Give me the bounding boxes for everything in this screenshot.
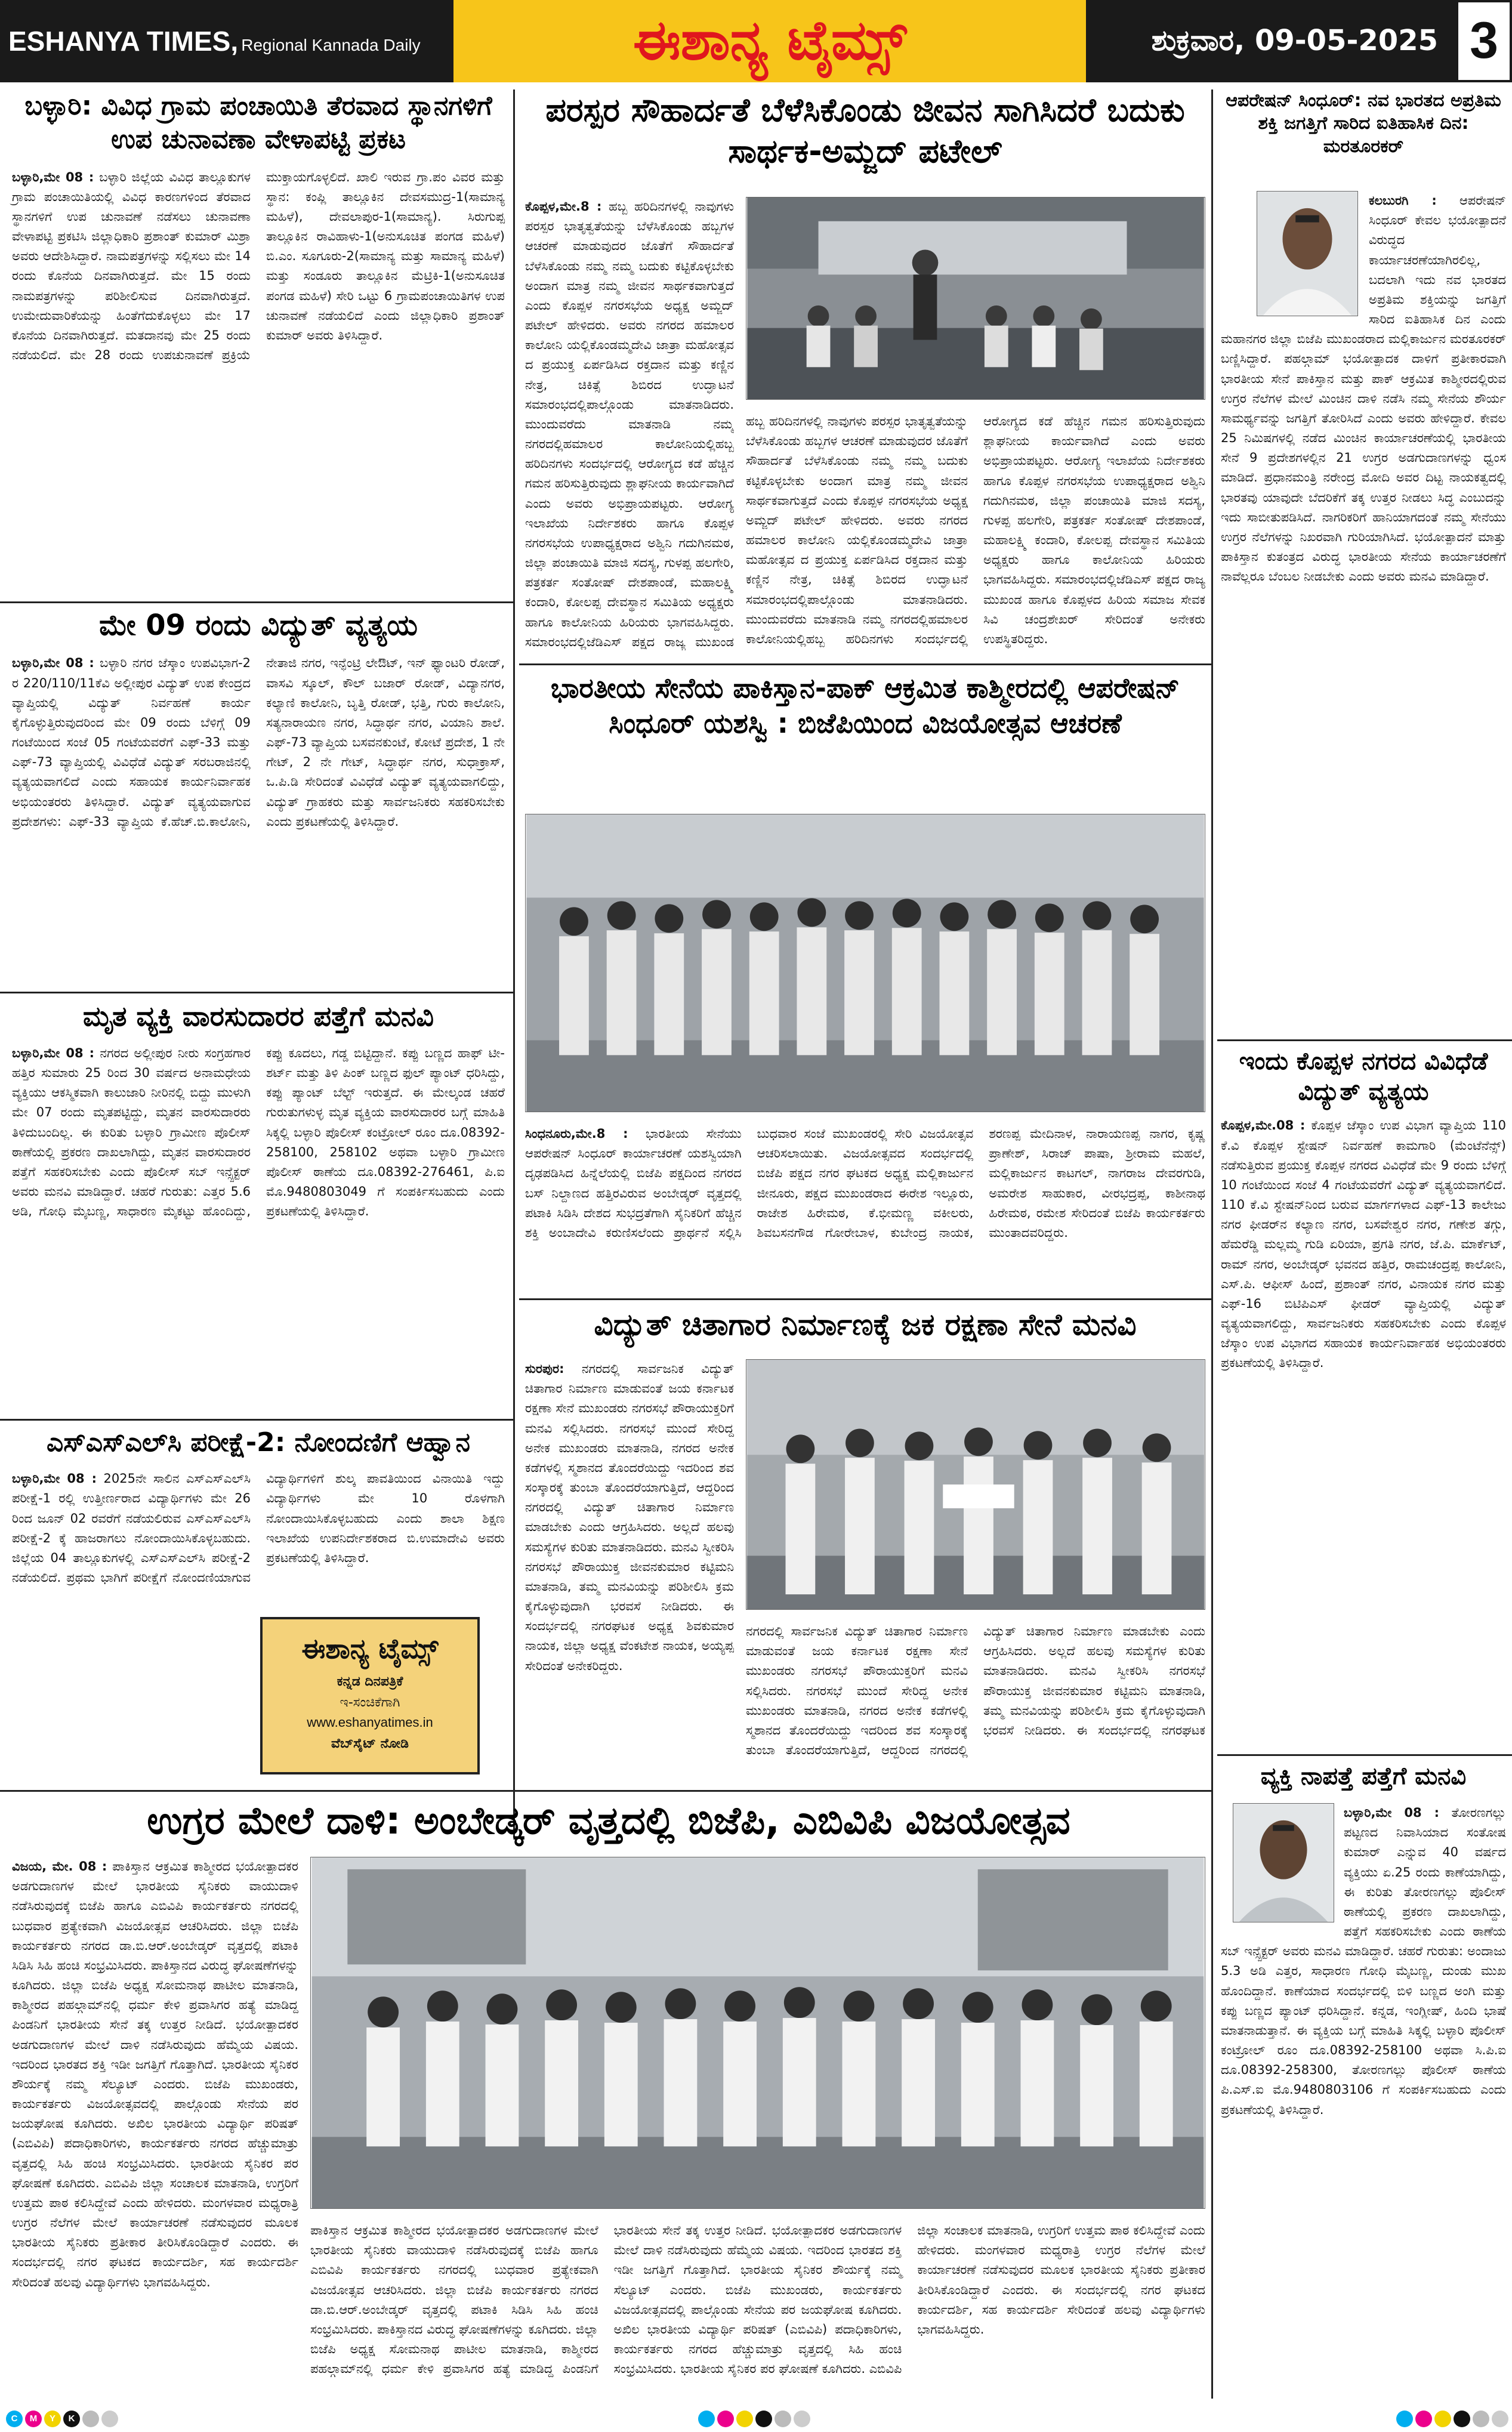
article-power-cut-ballari [12,607,505,987]
issue-date: ಶುಕ್ರವಾರ, 09-05-2025 [1086,0,1456,82]
cmyk-yellow-mark: Y [44,2411,61,2427]
article-body [1221,1116,1506,1736]
magenta-mark [1415,2411,1432,2427]
event-photo [746,197,1205,400]
section-rule [0,992,513,993]
yellow-mark [1434,2411,1451,2427]
dateline: ಬಳ್ಳಾರಿ,ಮೇ 08 : [12,169,94,184]
article-power-cut-koppal [1221,1047,1506,1751]
cyan-mark [698,2411,715,2427]
headline: ವ್ಯಕ್ತಿ ನಾಪತ್ತೆ ಪತ್ತೆಗೆ ಮನವಿ [1260,1763,1467,1790]
body-text: ಆಪರೇಷನ್ ಸಿಂಧೂರ್ ಕೇವಲ ಭಯೋತ್ಪಾದನೆ ವಿರುದ್ಧದ ಕಾರ್ಯಾಚರಣೆಯಾಗಿರಲಿಲ್ಲ, ಬದಲಾಗಿ ಇದು ನವ ಭಾರತದ ಅಪ್ರತಿಮ ಶಕ್ತಿಯನ್ನು ಜಗತ್ತಿಗೆ ಸಾರಿದ ಐತಿಹಾಸಿಕ ದಿನ ಎಂದು ಮಹಾನಗರ ಜಿಲ್ಲಾ ಬಿಜೆಪಿ ಮುಖಂಡರಾದ ಮಲ್ಲಿಕಾರ್ಜುನ ಮರತೂರಕರ್ ಬಣ್ಣಿಸಿದ್ದಾರೆ. ಪಹಲ್ಗಾಮ್ ಭಯೋತ್ಪಾದಕ ದಾಳಿಗೆ ಪ್ರತೀಕಾರವಾಗಿ ಭಾರತೀಯ ಸೇನೆ ಪಾಕಿಸ್ತಾನ ಮತ್ತು ಪಾಕ್ ಆಕ್ರಮಿತ ಕಾಶ್ಮೀರದಲ್ಲಿರುವ ಉಗ್ರರ ನೆಲೆಗಳ ಮೇಲೆ ಮಿಂಚಿನ ದಾಳಿ ನಡೆಸಿ ನಮ್ಮ ಸೇನೆಯ ಶೌರ್ಯ ಸಾಮರ್ಥ್ಯವನ್ನು ಜಗತ್ತಿಗೆ ತೋರಿಸಿದೆ ಎಂದು ಅವರು ಹೇಳಿದ್ದಾರೆ. ಕೇವಲ 25 ನಿಮಿಷಗಳಲ್ಲಿ ನಡೆದ ಮಿಂಚಿನ ಕಾರ್ಯಾಚರಣೆಯಲ್ಲಿ ಭಾರತೀಯ ಸೇನೆ 9 ಪ್ರದೇಶಗಳಲ್ಲಿನ 21 ಉಗ್ರರ ಅಡಗುದಾಣಗಳನ್ನು ಧ್ವಂಸ ಮಾಡಿದೆ. ಪ್ರಧಾನಮಂತ್ರಿ ನರೇಂದ್ರ ಮೋದಿ ಅವರ ದಿಟ್ಟ ನಾಯಕತ್ವದಲ್ಲಿ ಭಾರತವು ಯಾವುದೇ ಬೆದರಿಕೆಗೆ ತಕ್ಕ ಉತ್ತರ ನೀಡಲು ಸಿದ್ಧ ಎಂಬುದನ್ನು ಇದು ಸಾಬೀತುಪಡಿಸಿದೆ. ನಾಗರಿಕರಿಗೆ ಹಾನಿಯಾಗದಂತೆ ನಮ್ಮ ಸೇನೆಯು ಉಗ್ರರ ನೆಲೆಗಳನ್ನು ನಿಖರವಾಗಿ ಗುರಿಯಾಗಿಸಿದೆ. ಭಯೋತ್ಪಾದನೆ ಮಾತ್ತು ಪಾಕಿಸ್ತಾನ ಕುತಂತ್ರದ ವಿರುದ್ಧ ಭಾರತೀಯ ಸೇನೆಯ ಕಾರ್ಯಾಚರಣೆಗೆ ನಾವೆಲ್ಲರೂ ಬೆಂಬಲ ನೀಡಬೇಕು ಎಂದು ಅವರು ಮನವಿ ಮಾಡಿದ್ದಾರೆ. [1221,193,1506,584]
grey-mark [82,2411,99,2427]
photo-wrap-space [1221,1803,1344,1928]
rally-photo [310,1857,1205,2209]
masthead-logo [453,0,1086,82]
article-body [1221,191,1506,1026]
photo-memorandum [746,1360,1205,1609]
headline: ಬಳ್ಳಾರಿ: ವಿವಿಧ ಗ್ರಾಮ ಪಂಚಾಯಿತಿ ತೆರವಾದ ಸ್ಥಾನಗಳಿಗೆ ಉಪ ಚುನಾವಣಾ ವೇಳಾಪಟ್ಟಿ ಪ್ರಕಟ [24,91,492,155]
body-text: ಕೊಪ್ಪಳ ಜೆಸ್ಕಾಂ ಉಪ ವಿಭಾಗ ವ್ಯಾಪ್ತಿಯ 110 ಕೆ.ವಿ ಕೊಪ್ಪಳ ಸ್ಟೇಷನ್ ನಿರ್ವಹಣೆ ಕಾಮಗಾರಿ (ಮೆಂಟೆನೆನ್ಸ್) ನಡೆಸುತ್ತಿರುವ ಪ್ರಯುಕ್ತ ಕೊಪ್ಪಳ ನಗರದ ವಿವಿಧೆಡೆ ಮೇ 9 ರಂದು ಬೆಳಿಗ್ಗೆ 10 ಗಂಟೆಯಿಂದ ಸಂಜೆ 4 ಗಂಟೆಯವರೆಗೆ ವಿದ್ಯುತ್ ವ್ಯತ್ಯಯವಾಗಲಿದೆ. 110 ಕೆ.ವಿ ಸ್ಟೇಷನ್‌ನಿಂದ ಬರುವ ಮಾರ್ಗಗಳಾದ ಎಫ್-13 ಕಾಲೇಜು ನಗರ ಫೀಡರ್‌ನ ಕಲ್ಯಾಣ ನಗರ, ಬಸವೇಶ್ವರ ನಗರ, ಗಣೇಶ ತಗ್ಗು, ಹೆಮರೆಡ್ಡಿ ಮಲ್ಲಮ್ಮ ಗುಡಿ ಏರಿಯಾ, ಪ್ರಗತಿ ನಗರ, ಜೆ.ಪಿ. ಮಾರ್ಕೆಟ್, ರಾಮ್ ನಗರ, ಅಂಬೇಡ್ಕರ್ ಭವನದ ಹತ್ತಿರ, ರಾಮಚಂದ್ರಪ್ಪ ಕಾಲೋನಿ, ಎಸ್.ಪಿ. ಆಫೀಸ್ ಹಿಂದೆ, ಪ್ರಶಾಂತ್ ನಗರ, ವಿನಾಯಕ ನಗರ ಮತ್ತು ಎಫ್-16 ಬಿಟಿಪಿಎಸ್ ಫೀಡರ್ ವ್ಯಾಪ್ತಿಯಲ್ಲಿ ವಿದ್ಯುತ್ ವ್ಯತ್ಯಯವಾಗಲಿದ್ದು, ಸಾರ್ವಜನಿಕರು ಸಹಕರಿಸಬೇಕು ಎಂದು ಕೊಪ್ಪಳ ಜೆಸ್ಕಾಂ ಉಪ ವಿಭಾಗದ ಸಹಾಯಕ ಕಾರ್ಯನಿರ್ವಾಹಕ ಅಭಿಯಂತರರು ಪ್ರಕಟಣೆಯಲ್ಲಿ ತಿಳಿಸಿದ್ದಾರೆ. [1221,1118,1506,1371]
cmyk-cyan-mark: C [6,2411,23,2427]
body-text: ಭಾರತೀಯ ಸೇನೆಯು ಆಪರೇಷನ್ ಸಿಂಧೂರ್ ಕಾರ್ಯಾಚರಣೆ ಯಶಸ್ವಿಯಾಗಿ ದೃಢಪಡಿಸಿದ ಹಿನ್ನೆಲೆಯಲ್ಲಿ ಬಿಜೆಪಿ ಪಕ್ಷದಿಂದ ನಗರದ ಬಸ್ ನಿಲ್ದಾಣದ ಹತ್ತಿರವಿರುವ ಅಂಬೇಡ್ಕರ್ ವೃತ್ತದಲ್ಲಿ ಪಟಾಕಿ ಸಿಡಿಸಿ ದೇಶದ ಸುಭದ್ರತೆಗಾಗಿ ಸೈನಿಕರಿಗೆ ಹೆಚ್ಚಿನ ಶಕ್ತಿ ಅಂಬಾದೇವಿ ಕರುಣಿಸಲೆಂದು ಪ್ರಾರ್ಥನೆ ಸಲ್ಲಿಸಿ ಬುಧವಾರ ಸಂಜೆ ಮುಖಂಡರಲ್ಲಿ ಸೇರಿ ವಿಜಯೋತ್ಸವ ಆಚರಿಸಲಾಯಿತು. ವಿಜಯೋತ್ಸವದ ಸಂದರ್ಭದಲ್ಲಿ ಬಿಜೆಪಿ ಪಕ್ಷದ ನಗರ ಘಟಕದ ಅಧ್ಯಕ್ಷ ಮಲ್ಲಿಕಾರ್ಜುನ ಜೀನೂರು, ಪಕ್ಷದ ಮುಖಂಡರಾದ ಈರೇಶ ಇಲ್ಲೂರು, ರಾಜೇಶ ಹಿರೇಮಠ, ಕೆ.ಭೀಮಣ್ಣ ವಕೀಲರು, ಶಿವಬಸನಗೌಡ ಗೋರೇಬಾಳ, ಕುಬೇಂದ್ರ ನಾಯಕ, ಶರಣಪ್ಪ ಮೇದಿನಾಳ, ನಾರಾಯಣಪ್ಪ ನಾಗರ, ಕೃಷ್ಣ ಪ್ರಾಣೇಶ್, ಸಿರಾಜ್ ಪಾಷಾ, ಶ್ರೀರಾಮ ಮಹಲೆ, ಮಲ್ಲಿಕಾರ್ಜುನ ಕಾಟಗಲ್, ನಾಗರಾಜ ದೇವರಗುಡಿ, ಅಮರೇಶ ಸಾಹುಕಾರ, ವೀರಭದ್ರಪ್ಪ, ಕಾಶೀನಾಥ ಹಿರೇಮಠ, ರಮೇಶ ಸೇರಿದಂತೆ ಬಿಜೆಪಿ ಕಾರ್ಯಕರ್ತರು ಮುಂತಾದವರಿದ್ದರು. [525,1127,1205,1240]
group-photo [525,814,1205,1112]
headline: ಭಾರತೀಯ ಸೇನೆಯ ಪಾಕಿಸ್ತಾನ-ಪಾಕ್ ಆಕ್ರಮಿತ ಕಾಶ್ಮೀರದಲ್ಲಿ ಆಪರೇಷನ್ ಸಿಂಧೂರ್ ಯಶಸ್ವಿ : ಬಿಜೆಪಿಯಿಂದ ವಿಜಯೋತ್ಸವ ಆಚರಣೆ [550,672,1180,739]
article-missing-person [1221,1761,1506,2400]
photo-stage-event [746,197,1205,399]
headline: ಪರಸ್ಪರ ಸೌಹಾರ್ದತೆ ಬೆಳೆಸಿಕೊಂಡು ಜೀವನ ಸಾಗಿಸಿದರೆ ಬದುಕು ಸಾರ್ಥಕ-ಅಮ್ಜದ್ ಪಟೇಲ್ [545,91,1185,171]
article-body [12,653,505,976]
advert-title: ಈಶಾನ್ಯ ಟೈಮ್ಸ್ [301,1632,439,1665]
black-mark [1454,2411,1470,2427]
article-sindoor-statement [1221,89,1506,1035]
article-body [525,1359,734,1777]
headline: ಆಪರೇಷನ್ ಸಿಂಧೂರ್: ನವ ಭಾರತದ ಅಪ್ರತಿಮ ಶಕ್ತಿ ಜಗತ್ತಿಗೆ ಸಾರಿದ ಐತಿಹಾಸಿಕ ದಿನ: ಮರತೂರಕರ್ [1226,90,1501,157]
cmyk-magenta-mark: M [25,2411,42,2427]
dateline: ಬಳ್ಳಾರಿ,ಮೇ 08 : [1344,1806,1440,1820]
advert-subtitle: ಕನ್ನಡ ದಿನಪತ್ರಿಕೆ [337,1674,403,1689]
body-text: ತೋರಣಗಲ್ಲು ಪಟ್ಟಣದ ನಿವಾಸಿಯಾದ ಸಂತೋಷ ಕುಮಾರ್ ಎನ್ನುವ 40 ವರ್ಷದ ವ್ಯಕ್ತಿಯು ಏ.25 ರಂದು ಕಾಣೆಯಾಗಿದ್ದು, ಈ ಕುರಿತು ತೋರಣಗಲ್ಲು ಪೊಲೀಸ್ ಠಾಣೆಯಲ್ಲಿ ಪ್ರಕರಣ ದಾಖಲಾಗಿದ್ದು, ಪತ್ತೆಗೆ ಸಹಕರಿಸಬೇಕು ಎಂದು ಠಾಣೆಯ ಸಬ್ ಇನ್ಸ್ಪೆಕ್ಟರ್ ಅವರು ಮನವಿ ಮಾಡಿದ್ದಾರೆ. ಚಹರೆ ಗುರುತು: ಅಂದಾಜು 5.3 ಅಡಿ ಎತ್ತರ, ಸಾಧಾರಣ ಗೋಧಿ ಮೈಬಣ್ಣ, ದುಂಡು ಮುಖ ಹೊಂದಿದ್ದಾನೆ. ಕಾಣೆಯಾದ ಸಂದರ್ಭದಲ್ಲಿ ಬಿಳಿ ಬಣ್ಣದ ಅಂಗಿ ಮತ್ತು ಕಪ್ಪು ಬಣ್ಣದ ಪ್ಯಾಂಟ್ ಧರಿಸಿದ್ದಾನೆ. ಕನ್ನಡ, ಇಂಗ್ಲೀಷ್, ಹಿಂದಿ ಭಾಷೆ ಮಾತನಾಡುತ್ತಾನೆ. ಈ ವ್ಯಕ್ತಿಯ ಬಗ್ಗೆ ಮಾಹಿತಿ ಸಿಕ್ಕಲ್ಲಿ ಬಳ್ಳಾರಿ ಪೊಲೀಸ್ ಕಂಟ್ರೋಲ್ ರೂಂ ದೂ.08392-258100 ಅಥವಾ ಸಿ.ಪಿ.ಐ ದೂ.08392-258300, ತೋರಣಗಲ್ಲು ಪೊಲೀಸ್ ಠಾಣೆಯ ಪಿ.ಎಸ್.ಐ ಮೊ.9480803106 ಗೆ ಸಂಪರ್ಕಿಸಬಹುದು ಎಂದು ಪ್ರಕಟಣೆಯಲ್ಲಿ ತಿಳಿಸಿದ್ದಾರೆ. [1221,1806,1506,2117]
yellow-mark [736,2411,753,2427]
section-rule [0,1419,513,1421]
section-rule [1217,1754,1512,1756]
body-text: ಬಳ್ಳಾರಿ ನಗರ ಜೆಸ್ಕಾಂ ಉಪವಿಭಾಗ-2 ರ 220/110/11ಕೆವಿ ಅಲ್ಲೀಪುರ ವಿದ್ಯುತ್ ಉಪ ಕೇಂದ್ರದ ವ್ಯಾಪ್ತಿಯಲ್ಲಿ ವಿದ್ಯುತ್ ನಿರ್ವಹಣೆ ಕಾರ್ಯ ಕೈಗೊಳ್ಳುತ್ತಿರುವುದರಿಂದ ಮೇ 09 ರಂದು ಬೆಳಿಗ್ಗೆ 09 ಗಂಟೆಯಿಂದ ಸಂಜೆ 05 ಗಂಟೆಯವರೆಗೆ ಎಫ್-33 ಮತ್ತು ಎಫ್-73 ವ್ಯಾಪ್ತಿಯಲ್ಲಿ ವಿವಿಧೆಡೆ ವಿದ್ಯುತ್ ಸರಬರಾಜಿನಲ್ಲಿ ವ್ಯತ್ಯಯವಾಗಲಿದೆ ಎಂದು ಸಹಾಯಕ ಕಾರ್ಯನಿರ್ವಾಹಕ ಅಭಿಯಂತರರು ತಿಳಿಸಿದ್ದಾರೆ. ವಿದ್ಯುತ್ ವ್ಯತ್ಯಯವಾಗುವ ಪ್ರದೇಶಗಳು: ಎಫ್-33 ವ್ಯಾಪ್ತಿಯ ಕೆ.ಹೆಚ್.ಬಿ.ಕಾಲೋನಿ, ನೇತಾಜಿ ನಗರ, ಇನ್ಫೆಂಟ್ರಿ ಲೇಔಟ್, ಇನ್ ಫ್ಯಾಂಟರಿ ರೋಡ್, ವಾಸವಿ ಸ್ಕೂಲ್, ಕೌಲ್ ಬಜಾರ್ ರೋಡ್, ವಿದ್ಯಾನಗರ, ಕಲ್ಯಾಣಿ ಕಾಲೋನಿ, ಬೃತ್ತಿ ರೋಡ್, ಭತ್ತಿ, ಗುರು ಕಾಲೋನಿ, ಸತ್ಯನಾರಾಯಣ ನಗರ, ಸಿದ್ಧಾರ್ಥ ನಗರ, ವಿಯಾನಿ ಶಾಲೆ. ಎಫ್-73 ವ್ಯಾಪ್ತಿಯ ಬಸವನಕುಂಟೆ, ಕೋಟೆ ಪ್ರದೇಶ, 1 ನೇ ಗೇಟ್, 2 ನೇ ಗೇಟ್, ಸಿದ್ಧಾರ್ಥ ನಗರ, ಸುಧಾಕ್ರಾಸ್, ಒ.ಪಿ.ಡಿ ಸೇರಿದಂತೆ ವಿವಿಧೆಡೆ ವಿದ್ಯುತ್ ವ್ಯತ್ಯಯವಾಗಲಿದ್ದು, ವಿದ್ಯುತ್ ಗ್ರಾಹಕರು ಮತ್ತು ಸಾರ್ವಜನಿಕರು ಸಹಕರಿಸಬೇಕು ಎಂದು ಪ್ರಕಟಣೆಯಲ್ಲಿ ತಿಳಿಸಿದ್ದಾರೆ. [12,656,505,829]
photo-bjp-celebration [526,814,1205,1112]
cmyk-black-mark: K [63,2411,80,2427]
headline: ಮೇ 09 ರಂದು ವಿದ್ಯುತ್ ವ್ಯತ್ಯಯ [99,609,418,642]
dateline: ಸಿಂಧನೂರು,ಮೇ.8 : [525,1127,628,1141]
dateline: ಕಲಬುರಗಿ : [1369,193,1437,208]
headline: ಎಸ್‌ಎಸ್‌ಎಲ್‌ಸಿ ಪರೀಕ್ಷೆ-2: ನೋಂದಣಿಗೆ ಆಹ್ವಾನ [46,1427,471,1458]
headline: ಮೃತ ವ್ಯಕ್ತಿ ವಾರಸುದಾರರ ಪತ್ತೆಗೆ ಮನವಿ [83,1000,434,1032]
print-registration-bar [0,2407,1512,2432]
column-rule [1211,89,1213,2399]
article-body-continued [746,1622,1205,1777]
article-body [525,1124,1205,1291]
body-text: ಬಳ್ಳಾರಿ ಜಿಲ್ಲೆಯ ವಿವಿಧ ತಾಲ್ಲೂಕುಗಳ ಗ್ರಾಮ ಪಂಚಾಯಿತಿಯಲ್ಲಿ ವಿವಿಧ ಕಾರಣಗಳಿಂದ ತೆರವಾದ ಸ್ಥಾನಗಳಿಗೆ ಉಪ ಚುನಾವಣೆ ನಡೆಸಲು ಚುನಾವಣಾ ವೇಳಾಪಟ್ಟಿ ಪ್ರಕಟಿಸಿ ಜಿಲ್ಲಾಧಿಕಾರಿ ಪ್ರಶಾಂತ್ ಕುಮಾರ್ ಮಿಶ್ರಾ ಅವರು ಆದೇಶಿಸಿದ್ದಾರೆ. ನಾಮಪತ್ರಗಳನ್ನು ಸಲ್ಲಿಸಲು ಮೇ 14 ರಂದು ಕೊನೆಯ ದಿನವಾಗಿರುತ್ತದೆ. ಮೇ 15 ರಂದು ನಾಮಪತ್ರಗಳನ್ನು ಪರಿಶೀಲಿಸುವ ದಿನವಾಗಿರುತ್ತದೆ. ಉಮೇದುವಾರಿಕೆಯನ್ನು ಹಿಂತೆಗೆದುಕೊಳ್ಳಲು ಮೇ 17 ಕೊನೆಯ ದಿನವಾಗಿರುತ್ತದೆ. ಮತದಾನವು ಮೇ 25 ರಂದು ನಡೆಯಲಿದೆ. ಮೇ 28 ರಂದು ಉಪಚುನಾವಣೆ ಪ್ರಕ್ರಿಯೆ ಮುಕ್ತಾಯಗೊಳ್ಳಲಿದೆ. ಖಾಲಿ ಇರುವ ಗ್ರಾ.ಪಂ ವಿವರ ಮತ್ತು ಸ್ಥಾನ: ಕಂಪ್ಲಿ ತಾಲ್ಲೂಕಿನ ದೇವಸಮುದ್ರ-1(ಸಾಮಾನ್ಯ ಮಹಿಳೆ), ದೇವಲಾಪುರ-1(ಸಾಮಾನ್ಯ). ಸಿರುಗುಪ್ಪ ತಾಲ್ಲೂಕಿನ ರಾವಿಹಾಳು-1(ಅನುಸೂಚಿತ ಪಂಗಡ ಮಹಿಳೆ) ಬಿ.ಎಂ. ಸೂಗೂರು-2(ಸಾಮಾನ್ಯ ಮತ್ತು ಸಾಮಾನ್ಯ ಮಹಿಳೆ) ಮತ್ತು ಸಂಡೂರು ತಾಲ್ಲೂಕಿನ ಮೆಟ್ರಿಕಿ-1(ಅನುಸೂಚಿತ ಪಂಗಡ ಮಹಿಳೆ) ಸೇರಿ ಒಟ್ಟು 6 ಗ್ರಾಮಪಂಚಾಯಿತಿಗಳ ಉಪ ಚುನಾವಣೆ ನಡೆಯಲಿದೆ ಎಂದು ಜಿಲ್ಲಾಧಿಕಾರಿ ಪ್ರಶಾಂತ್ ಕುಮಾರ್ ಅವರು ತಿಳಿಸಿದ್ದಾರೆ. [12,169,505,363]
page-number: 3 [1456,0,1512,82]
article-body [525,197,734,650]
dateline: ವಿಜಯ, ಮೇ. 08 : [12,1859,107,1874]
photo-rally [311,1857,1205,2208]
article-ugra-victory [12,1797,1205,2400]
black-mark [755,2411,772,2427]
section-rule [519,1298,1211,1300]
paper-title-kannada: ಈಶಾನ್ಯ ಟೈಮ್ಸ್ [632,8,907,72]
masthead [0,0,1512,82]
article-body [12,168,505,573]
dateline: ಕೊಪ್ಪಳ,ಮೇ.8 : [525,199,602,214]
article-body [12,1857,298,2394]
headline: ಉಗ್ರರ ಮೇಲೆ ದಾಳಿ: ಅಂಬೇಡ್ಕರ್ ವೃತ್ತದಲ್ಲಿ ಬಿಜೆಪಿ, ಎಬಿವಿಪಿ ವಿಜಯೋತ್ಸವ [147,1799,1070,1843]
advert-visit: ವೆಬ್‌ಸೈಟ್ ನೋಡಿ [331,1736,409,1751]
advert-line: ಇ-ಸಂಚಿಕೆಗಾಗಿ [340,1695,400,1710]
headline: ವಿದ್ಯುತ್ ಚಿತಾಗಾರ ನಿರ್ಮಾಣಕ್ಕೆ ಜಕ ರಕ್ಷಣಾ ಸೇನೆ ಮನವಿ [594,1307,1137,1342]
body-text: ಹಬ್ಬ ಹರಿದಿನಗಳಲ್ಲಿ ನಾವುಗಳು ಪರಸ್ಪರ ಭಾತೃತ್ವತೆಯನ್ನು ಬೆಳೆಸಿಕೊಂಡು ಹಬ್ಬಗಳ ಆಚರಣೆ ಮಾಡುವುದರ ಜೊತೆಗೆ ಸೌಹಾರ್ದತೆ ಬೆಳೆಸಿಕೊಂಡು ನಮ್ಮ ನಮ್ಮ ಬದುಕು ಕಟ್ಟಿಕೊಳ್ಳಬೇಕು ಅಂದಾಗ ಮಾತ್ರ ನಮ್ಮ ಜೀವನ ಸಾರ್ಥಕವಾಗುತ್ತದೆ ಎಂದು ಕೊಪ್ಪಳ ನಗರಸಭೆಯ ಅಧ್ಯಕ್ಷ ಅಮ್ಜದ್ ಪಟೇಲ್ ಹೇಳಿದರು. ಅವರು ನಗರದ ಹಮಾಲರ ಕಾಲೋನಿ ಯಲ್ಲಿಕೊಂಡಮ್ಮದೇವಿ ಜಾತ್ರಾ ಮಹೋತ್ಸವ ದ ಪ್ರಯುಕ್ತ ಏರ್ಪಡಿಸಿದ ರಕ್ತದಾನ ಮತ್ತು ಕಣ್ಣಿನ ನೇತ್ರ, ಚಿಕಿತ್ಸೆ ಶಿಬಿರದ ಉದ್ಘಾಟನೆ ಸಮಾರಂಭದಲ್ಲಿಪಾಲ್ಗೊಂಡು ಮಾತನಾಡಿದರು. ಮುಂದುವರೆದು ಮಾತನಾಡಿ ನಮ್ಮ ನಗರದಲ್ಲಿಹಮಾಲರ ಕಾಲೋನಿಯಲ್ಲಿಹಬ್ಬ ಹರಿದಿನಗಳು ಸಂದರ್ಭದಲ್ಲಿ ಆರೋಗ್ಯದ ಕಡೆ ಹೆಚ್ಚಿನ ಗಮನ ಹರಿಸುತ್ತಿರುವುದು ಶ್ಲಾಘನೀಯ ಕಾರ್ಯವಾಗಿದೆ ಎಂದು ಅವರು ಅಭಿಪ್ರಾಯಪಟ್ಟರು. ಆರೋಗ್ಯ ಇಲಾಖೆಯ ನಿರ್ದೇಶಕರು ಹಾಗೂ ಕೊಪ್ಪಳ ನಗರಸಭೆಯ ಉಪಾಧ್ಯಕ್ಷರಾದ ಅಶ್ವಿನಿ ಗದುಗಿನಮಠ, ಜಿಲ್ಲಾ ಪಂಚಾಯಿತಿ ಮಾಜಿ ಸದಸ್ಯ, ಗುಳಪ್ಪ ಹಲಗೇರಿ, ಪತ್ರಕರ್ತ ಸಂತೋಷ್ ದೇಶಪಾಂಡೆ, ಮಹಾಲಕ್ಷ್ಮಿ ಕಂದಾರಿ, ಕೋಲಪ್ಪ ದೇವಸ್ಥಾನ ಸಮಿತಿಯ ಅಧ್ಯಕ್ಷರು ಹಾಗೂ ಕಾಲೋನಿಯ ಹಿರಿಯರು ಭಾಗವಹಿಸಿದ್ದರು. ಸಮಾರಂಭದಲ್ಲಿಜೆಡಿಎಸ್ ಪಕ್ಷದ ರಾಜ್ಯ ಮುಖಂಡ [525,199,734,649]
body-text: ನಗರದಲ್ಲಿ ಸಾರ್ವಜನಿಕ ವಿದ್ಯುತ್ ಚಿತಾಗಾರ ನಿರ್ಮಾಣ ಮಾಡುವಂತೆ ಜಯ ಕರ್ನಾಟಕ ರಕ್ಷಣಾ ಸೇನೆ ಮುಖಂಡರು ನಗರಸಭೆ ಪೌರಾಯುಕ್ತರಿಗೆ ಮನವಿ ಸಲ್ಲಿಸಿದರು. ನಗರಸಭೆ ಮುಂದೆ ಸೇರಿದ್ದ ಅನೇಕ ಮುಖಂಡರು ಮಾತನಾಡಿ, ನಗರದ ಅನೇಕ ಕಡೆಗಳಲ್ಲಿ ಸ್ಮಶಾನದ ತೊಂದರೆಯಿದ್ದು ಇದರಿಂದ ಶವ ಸಂಸ್ಕಾರಕ್ಕೆ ತುಂಬಾ ತೊಂದರೆಯಾಗುತ್ತಿದೆ, ಆದ್ದರಿಂದ ನಗರದಲ್ಲಿ ವಿದ್ಯುತ್ ಚಿತಾಗಾರ ನಿರ್ಮಾಣ ಮಾಡಬೇಕು ಎಂದು ಆಗ್ರಹಿಸಿದರು. ಅಲ್ಲದೆ ಹಲವು ಸಮಸ್ಯೆಗಳ ಕುರಿತು ಮಾತನಾಡಿದರು. ಮನವಿ ಸ್ವೀಕರಿಸಿ ನಗರಸಭೆ ಪೌರಾಯುಕ್ತ ಜೀವನಕುಮಾರ ಕಟ್ಟಿಮನಿ ಮಾತನಾಡಿ, ತಮ್ಮ ಮನವಿಯನ್ನು ಪರಿಶೀಲಿಸಿ ಕ್ರಮ ಕೈಗೊಳ್ಳುವುದಾಗಿ ಭರವಸೆ ನೀಡಿದರು. ಈ ಸಂದರ್ಭದಲ್ಲಿ ನಗರಘಟಕ ಅಧ್ಯಕ್ಷ ಶಿವಕುಮಾರ ನಾಯಕ, ಜಿಲ್ಲಾ ಅಧ್ಯಕ್ಷ ವೆಂಕಟೇಶ ನಾಯಕ, ಅಯ್ಯಪ್ಪ ಸೇರಿದಂತೆ ಅನೇಕರಿದ್ದರು. [525,1362,734,1673]
photo-wrap-space [1221,191,1369,322]
memorandum-photo [746,1359,1205,1610]
section-rule [0,601,513,603]
dateline: ಬಳ್ಳಾರಿ,ಮೇ 08 : [12,1045,94,1060]
article-amjad [525,89,1205,659]
column-rule [513,89,515,1838]
grey-mark [794,2411,810,2427]
article-panchayat [12,89,505,597]
body-text: ಪಾಕಿಸ್ತಾನ ಆಕ್ರಮಿತ ಕಾಶ್ಮೀರದ ಭಯೋತ್ಪಾದಕರ ಅಡಗುದಾಣಗಳ ಮೇಲೆ ಭಾರತೀಯ ಸೈನಿಕರು ವಾಯುದಾಳಿ ನಡೆಸಿರುವುದಕ್ಕೆ ಬಿಜೆಪಿ ಹಾಗೂ ಎಬಿವಿಪಿ ಕಾರ್ಯಕರ್ತರು ನಗರದಲ್ಲಿ ಬುಧವಾರ ಪ್ರತ್ಯೇಕವಾಗಿ ವಿಜಯೋತ್ಸವ ಆಚರಿಸಿದರು. ಜಿಲ್ಲಾ ಬಿಜೆಪಿ ಕಾರ್ಯಕರ್ತರು ನಗರದ ಡಾ.ಬಿ.ಆರ್.ಅಂಬೇಡ್ಕರ್ ವೃತ್ತದಲ್ಲಿ ಪಟಾಕಿ ಸಿಡಿಸಿ ಸಿಹಿ ಹಂಚಿ ಸಂಭ್ರಮಿಸಿದರು. ಪಾಕಿಸ್ತಾನದ ವಿರುದ್ಧ ಘೋಷಣೆಗಳನ್ನು ಕೂಗಿದರು. ಜಿಲ್ಲಾ ಬಿಜೆಪಿ ಅಧ್ಯಕ್ಷ ಸೋಮನಾಥ ಪಾಟೀಲ ಮಾತನಾಡಿ, ಕಾಶ್ಮೀರದ ಪಹಲ್ಗಾಮ್‌ನಲ್ಲಿ ಧರ್ಮ ಕೇಳಿ ಪ್ರವಾಸಿಗರ ಹತ್ಯೆ ಮಾಡಿದ್ದ ಪಿಂಡನಿಗೆ ಭಾರತೀಯ ಸೇನೆ ತಕ್ಕ ಉತ್ತರ ನೀಡಿದೆ. ಭಯೋತ್ಪಾದಕರ ಅಡಗುದಾಣಗಳ ಮೇಲೆ ದಾಳಿ ನಡೆಸಿರುವುದು ಹೆಮ್ಮೆಯ ವಿಷಯ. ಇದರಿಂದ ಭಾರತದ ಶಕ್ತಿ ಇಡೀ ಜಗತ್ತಿಗೆ ಗೊತ್ತಾಗಿದೆ. ಭಾರತೀಯ ಸೈನಿಕರ ಶೌರ್ಯಕ್ಕೆ ನಮ್ಮ ಸೆಲ್ಯೂಟ್ ಎಂದರು. ಬಿಜೆಪಿ ಮುಖಂಡರು, ಕಾರ್ಯಕರ್ತರು ವಿಜಯೋತ್ಸವದಲ್ಲಿ ಪಾಲ್ಗೊಂಡು ಸೇನೆಯ ಪರ ಜಯಘೋಷ ಕೂಗಿದರು. ಅಖಿಲ ಭಾರತೀಯ ವಿದ್ಯಾರ್ಥಿ ಪರಿಷತ್ (ಎಬಿವಿಪಿ) ಪದಾಧಿಕಾರಿಗಳು, ಕಾರ್ಯಕರ್ತರು ನಗರದ ಹೆಚ್ಚುಮಾತ್ರು ವೃತ್ತದಲ್ಲಿ ಸಿಹಿ ಹಂಚಿ ಸಂಭ್ರಮಿಸಿದರು. ಭಾರತೀಯ ಸೈನಿಕರ ಪರ ಘೋಷಣೆ ಕೂಗಿದರು. ಎಬಿವಿಪಿ ಜಿಲ್ಲಾ ಸಂಚಾಲಕ ಮಾತನಾಡಿ, ಉಗ್ರರಿಗೆ ಉತ್ತಮ ಪಾಠ ಕಲಿಸಿದ್ದೇವೆ ಎಂದು ಹೇಳಿದರು. ಮಂಗಳವಾರ ಮಧ್ಯರಾತ್ರಿ ಉಗ್ರರ ನೆಲೆಗಳ ಮೇಲೆ ಕಾರ್ಯಾಚರಣೆ ನಡೆಸುವುದರ ಮೂಲಕ ಭಾರತೀಯ ಸೈನಿಕರು ಪ್ರತೀಕಾರ ತೀರಿಸಿಕೊಂಡಿದ್ದಾರೆ ಎಂದರು. ಈ ಸಂದರ್ಭದಲ್ಲಿ ನಗರ ಘಟಕದ ಕಾರ್ಯದರ್ಶಿ, ಸಹ ಕಾರ್ಯದರ್ಶಿ ಸೇರಿದಂತೆ ಹಲವು ವಿದ್ಯಾರ್ಥಿಗಳು ಭಾಗವಹಿಸಿದ್ದರು. [12,1859,298,2289]
body-text: ನಗರದಲ್ಲಿ ಸಾರ್ವಜನಿಕ ವಿದ್ಯುತ್ ಚಿತಾಗಾರ ನಿರ್ಮಾಣ ಮಾಡುವಂತೆ ಜಯ ಕರ್ನಾಟಕ ರಕ್ಷಣಾ ಸೇನೆ ಮುಖಂಡರು ನಗರಸಭೆ ಪೌರಾಯುಕ್ತರಿಗೆ ಮನವಿ ಸಲ್ಲಿಸಿದರು. ನಗರಸಭೆ ಮುಂದೆ ಸೇರಿದ್ದ ಅನೇಕ ಮುಖಂಡರು ಮಾತನಾಡಿ, ನಗರದ ಅನೇಕ ಕಡೆಗಳಲ್ಲಿ ಸ್ಮಶಾನದ ತೊಂದರೆಯಿದ್ದು ಇದರಿಂದ ಶವ ಸಂಸ್ಕಾರಕ್ಕೆ ತುಂಬಾ ತೊಂದರೆಯಾಗುತ್ತಿದೆ, ಆದ್ದರಿಂದ ನಗರದಲ್ಲಿ ವಿದ್ಯುತ್ ಚಿತಾಗಾರ ನಿರ್ಮಾಣ ಮಾಡಬೇಕು ಎಂದು ಆಗ್ರಹಿಸಿದರು. ಅಲ್ಲದೆ ಹಲವು ಸಮಸ್ಯೆಗಳ ಕುರಿತು ಮಾತನಾಡಿದರು. ಮನವಿ ಸ್ವೀಕರಿಸಿ ನಗರಸಭೆ ಪೌರಾಯುಕ್ತ ಜೀವನಕುಮಾರ ಕಟ್ಟಿಮನಿ ಮಾತನಾಡಿ, ತಮ್ಮ ಮನವಿಯನ್ನು ಪರಿಶೀಲಿಸಿ ಕ್ರಮ ಕೈಗೊಳ್ಳುವುದಾಗಿ ಭರವಸೆ ನೀಡಿದರು. ಈ ಸಂದರ್ಭದಲ್ಲಿ ನಗರಘಟಕ [746,1624,1205,1758]
section-rule [1217,1039,1512,1041]
cyan-mark [1396,2411,1413,2427]
article-body-continued [310,2221,1205,2394]
article-deceased-heir [12,999,505,1416]
paper-tagline: Regional Kannada Daily [241,36,421,54]
dateline: ಕೊಪ್ಪಳ,ಮೇ.08 : [1221,1118,1306,1133]
article-body [12,1044,505,1408]
dateline: ಬಳ್ಳಾರಿ,ಮೇ 08 : [12,656,94,671]
grey-mark [774,2411,791,2427]
section-rule [0,1790,1211,1792]
dateline: ಬಳ್ಳಾರಿ,ಮೇ 08 : [12,1471,97,1486]
dateline: ಸುರಪುರ: [525,1362,564,1376]
section-rule [519,663,1211,665]
body-text: ಪಾಕಿಸ್ತಾನ ಆಕ್ರಮಿತ ಕಾಶ್ಮೀರದ ಭಯೋತ್ಪಾದಕರ ಅಡಗುದಾಣಗಳ ಮೇಲೆ ಭಾರತೀಯ ಸೈನಿಕರು ವಾಯುದಾಳಿ ನಡೆಸಿರುವುದಕ್ಕೆ ಬಿಜೆಪಿ ಹಾಗೂ ಎಬಿವಿಪಿ ಕಾರ್ಯಕರ್ತರು ನಗರದಲ್ಲಿ ಬುಧವಾರ ಪ್ರತ್ಯೇಕವಾಗಿ ವಿಜಯೋತ್ಸವ ಆಚರಿಸಿದರು. ಜಿಲ್ಲಾ ಬಿಜೆಪಿ ಕಾರ್ಯಕರ್ತರು ನಗರದ ಡಾ.ಬಿ.ಆರ್.ಅಂಬೇಡ್ಕರ್ ವೃತ್ತದಲ್ಲಿ ಪಟಾಕಿ ಸಿಡಿಸಿ ಸಿಹಿ ಹಂಚಿ ಸಂಭ್ರಮಿಸಿದರು. ಪಾಕಿಸ್ತಾನದ ವಿರುದ್ಧ ಘೋಷಣೆಗಳನ್ನು ಕೂಗಿದರು. ಜಿಲ್ಲಾ ಬಿಜೆಪಿ ಅಧ್ಯಕ್ಷ ಸೋಮನಾಥ ಪಾಟೀಲ ಮಾತನಾಡಿ, ಕಾಶ್ಮೀರದ ಪಹಲ್ಗಾಮ್‌ನಲ್ಲಿ ಧರ್ಮ ಕೇಳಿ ಪ್ರವಾಸಿಗರ ಹತ್ಯೆ ಮಾಡಿದ್ದ ಪಿಂಡನಿಗೆ ಭಾರತೀಯ ಸೇನೆ ತಕ್ಕ ಉತ್ತರ ನೀಡಿದೆ. ಭಯೋತ್ಪಾದಕರ ಅಡಗುದಾಣಗಳ ಮೇಲೆ ದಾಳಿ ನಡೆಸಿರುವುದು ಹೆಮ್ಮೆಯ ವಿಷಯ. ಇದರಿಂದ ಭಾರತದ ಶಕ್ತಿ ಇಡೀ ಜಗತ್ತಿಗೆ ಗೊತ್ತಾಗಿದೆ. ಭಾರತೀಯ ಸೈನಿಕರ ಶೌರ್ಯಕ್ಕೆ ನಮ್ಮ ಸೆಲ್ಯೂಟ್ ಎಂದರು. ಬಿಜೆಪಿ ಮುಖಂಡರು, ಕಾರ್ಯಕರ್ತರು ವಿಜಯೋತ್ಸವದಲ್ಲಿ ಪಾಲ್ಗೊಂಡು ಸೇನೆಯ ಪರ ಜಯಘೋಷ ಕೂಗಿದರು. ಅಖಿಲ ಭಾರತೀಯ ವಿದ್ಯಾರ್ಥಿ ಪರಿಷತ್ (ಎಬಿವಿಪಿ) ಪದಾಧಿಕಾರಿಗಳು, ಕಾರ್ಯಕರ್ತರು ನಗರದ ಹೆಚ್ಚುಮಾತ್ರು ವೃತ್ತದಲ್ಲಿ ಸಿಹಿ ಹಂಚಿ ಸಂಭ್ರಮಿಸಿದರು. ಭಾರತೀಯ ಸೈನಿಕರ ಪರ ಘೋಷಣೆ ಕೂಗಿದರು. ಎಬಿವಿಪಿ ಜಿಲ್ಲಾ ಸಂಚಾಲಕ ಮಾತನಾಡಿ, ಉಗ್ರರಿಗೆ ಉತ್ತಮ ಪಾಠ ಕಲಿಸಿದ್ದೇವೆ ಎಂದು ಹೇಳಿದರು. ಮಂಗಳವಾರ ಮಧ್ಯರಾತ್ರಿ ಉಗ್ರರ ನೆಲೆಗಳ ಮೇಲೆ ಕಾರ್ಯಾಚರಣೆ ನಡೆಸುವುದರ ಮೂಲಕ ಭಾರತೀಯ ಸೈನಿಕರು ಪ್ರತೀಕಾರ ತೀರಿಸಿಕೊಂಡಿದ್ದಾರೆ ಎಂದರು. ಈ ಸಂದರ್ಭದಲ್ಲಿ ನಗರ ಘಟಕದ ಕಾರ್ಯದರ್ಶಿ, ಸಹ ಕಾರ್ಯದರ್ಶಿ ಸೇರಿದಂತೆ ಹಲವು ವಿದ್ಯಾರ್ಥಿಗಳು ಭಾಗವಹಿಸಿದ್ದರು. [310,2223,1205,2377]
body-text: ಹಬ್ಬ ಹರಿದಿನಗಳಲ್ಲಿ ನಾವುಗಳು ಪರಸ್ಪರ ಭಾತೃತ್ವತೆಯನ್ನು ಬೆಳೆಸಿಕೊಂಡು ಹಬ್ಬಗಳ ಆಚರಣೆ ಮಾಡುವುದರ ಜೊತೆಗೆ ಸೌಹಾರ್ದತೆ ಬೆಳೆಸಿಕೊಂಡು ನಮ್ಮ ನಮ್ಮ ಬದುಕು ಕಟ್ಟಿಕೊಳ್ಳಬೇಕು ಅಂದಾಗ ಮಾತ್ರ ನಮ್ಮ ಜೀವನ ಸಾರ್ಥಕವಾಗುತ್ತದೆ ಎಂದು ಕೊಪ್ಪಳ ನಗರಸಭೆಯ ಅಧ್ಯಕ್ಷ ಅಮ್ಜದ್ ಪಟೇಲ್ ಹೇಳಿದರು. ಅವರು ನಗರದ ಹಮಾಲರ ಕಾಲೋನಿ ಯಲ್ಲಿಕೊಂಡಮ್ಮದೇವಿ ಜಾತ್ರಾ ಮಹೋತ್ಸವ ದ ಪ್ರಯುಕ್ತ ಏರ್ಪಡಿಸಿದ ರಕ್ತದಾನ ಮತ್ತು ಕಣ್ಣಿನ ನೇತ್ರ, ಚಿಕಿತ್ಸೆ ಶಿಬಿರದ ಉದ್ಘಾಟನೆ ಸಮಾರಂಭದಲ್ಲಿಪಾಲ್ಗೊಂಡು ಮಾತನಾಡಿದರು. ಮುಂದುವರೆದು ಮಾತನಾಡಿ ನಮ್ಮ ನಗರದಲ್ಲಿಹಮಾಲರ ಕಾಲೋನಿಯಲ್ಲಿಹಬ್ಬ ಹರಿದಿನಗಳು ಸಂದರ್ಭದಲ್ಲಿ ಆರೋಗ್ಯದ ಕಡೆ ಹೆಚ್ಚಿನ ಗಮನ ಹರಿಸುತ್ತಿರುವುದು ಶ್ಲಾಘನೀಯ ಕಾರ್ಯವಾಗಿದೆ ಎಂದು ಅವರು ಅಭಿಪ್ರಾಯಪಟ್ಟರು. ಆರೋಗ್ಯ ಇಲಾಖೆಯ ನಿರ್ದೇಶಕರು ಹಾಗೂ ಕೊಪ್ಪಳ ನಗರಸಭೆಯ ಉಪಾಧ್ಯಕ್ಷರಾದ ಅಶ್ವಿನಿ ಗದುಗಿನಮಠ, ಜಿಲ್ಲಾ ಪಂಚಾಯಿತಿ ಮಾಜಿ ಸದಸ್ಯ, ಗುಳಪ್ಪ ಹಲಗೇರಿ, ಪತ್ರಕರ್ತ ಸಂತೋಷ್ ದೇಶಪಾಂಡೆ, ಮಹಾಲಕ್ಷ್ಮಿ ಕಂದಾರಿ, ಕೋಲಪ್ಪ ದೇವಸ್ಥಾನ ಸಮಿತಿಯ ಅಧ್ಯಕ್ಷರು ಹಾಗೂ ಕಾಲೋನಿಯ ಹಿರಿಯರು ಭಾಗವಹಿಸಿದ್ದರು. ಸಮಾರಂಭದಲ್ಲಿಜೆಡಿಎಸ್ ಪಕ್ಷದ ರಾಜ್ಯ ಮುಖಂಡ ಹಾಗೂ ಕೊಪ್ಪಳದ ಹಿರಿಯ ಸಮಾಜ ಸೇವಕ ಸಿವಿ ಚಂದ್ರಶೇಖರ್ ಸೇರಿದಂತೆ ಅನೇಕರು ಉಪಸ್ಥಿತರಿದ್ದರು. [746,414,1205,646]
body-text: ನಗರದ ಅಲ್ಲೀಪುರ ನೀರು ಸಂಗ್ರಹಗಾರ ಹತ್ತಿರ ಸುಮಾರು 25 ರಿಂದ 30 ವರ್ಷದ ಅನಾಮಧೇಯ ವ್ಯಕ್ತಿಯು ಆಕಸ್ಮಿಕವಾಗಿ ಕಾಲುಜಾರಿ ನೀರಿನಲ್ಲಿ ಬಿದ್ದು ಮುಳುಗಿ ಮೇ 07 ರಂದು ಮೃತಪಟ್ಟಿದ್ದು, ಮೃತನ ವಾರಸುದಾರರು ತಿಳಿದುಬಂದಿಲ್ಲ. ಈ ಕುರಿತು ಬಳ್ಳಾರಿ ಗ್ರಾಮೀಣ ಪೊಲೀಸ್ ಠಾಣೆಯಲ್ಲಿ ಪ್ರಕರಣ ದಾಖಲಾಗಿದ್ದು, ಮೃತನ ವಾರಸುದಾರರ ಪತ್ತೆಗೆ ಸಹಕರಿಸಬೇಕು ಎಂದು ಪೊಲೀಸ್ ಸಬ್ ಇನ್ಸ್ಪೆಕ್ಟರ್ ಅವರು ಮನವಿ ಮಾಡಿದ್ದಾರೆ. ಚಹರೆ ಗುರುತು: ಎತ್ತರ 5.6 ಅಡಿ, ಗೋಧಿ ಮೈಬಣ್ಣ, ಸಾಧಾರಣ ಮೈಕಟ್ಟು ಹೊಂದಿದ್ದು, ಕಪ್ಪು ಕೂದಲು, ಗಡ್ಡ ಬಿಟ್ಟಿದ್ದಾನೆ. ಕಪ್ಪು ಬಣ್ಣದ ಹಾಫ್ ಟೀ-ಶರ್ಟ್ ಮತ್ತು ತಿಳಿ ಪಿಂಕ್ ಬಣ್ಣದ ಫುಲ್ ಪ್ಯಾಂಟ್ ಧರಿಸಿದ್ದು, ಕಪ್ಪು ಪ್ಯಾಂಟ್ ಬೆಲ್ಟ್ ಇರುತ್ತದೆ. ಈ ಮೇಲ್ಕಂಡ ಚಹರೆ ಗುರುತುಗಳುಳ್ಳ ಮೃತ ವ್ಯಕ್ತಿಯ ವಾರಸುದಾರರ ಬಗ್ಗೆ ಮಾಹಿತಿ ಸಿಕ್ಕಲ್ಲಿ ಬಳ್ಳಾರಿ ಪೊಲೀಸ್ ಕಂಟ್ರೋಲ್ ರೂಂ ದೂ.08392-258100, 258102 ಅಥವಾ ಬಳ್ಳಾರಿ ಗ್ರಾಮೀಣ ಪೊಲೀಸ್ ಠಾಣೆಯ ದೂ.08392-276461, ಪಿ.ಐ ಮೊ.9480803049 ಗೆ ಸಂಪರ್ಕಿಸಬಹುದು ಎಂದು ಪ್ರಕಟಣೆಯಲ್ಲಿ ತಿಳಿಸಿದ್ದಾರೆ. [12,1045,505,1219]
grey-mark [1473,2411,1489,2427]
advert-website: www.eshanyatimes.in [307,1715,433,1730]
article-body [1221,1803,1506,2394]
article-crematorium [525,1305,1205,1786]
masthead-english [0,0,453,82]
grey-mark [1492,2411,1508,2427]
article-operation-sindoor [525,671,1205,1294]
body-text: 2025ನೇ ಸಾಲಿನ ಎಸ್‌ಎಸ್‌ಎಲ್‌ಸಿ ಪರೀಕ್ಷೆ-1 ರಲ್ಲಿ ಉತ್ತೀರ್ಣರಾದ ವಿದ್ಯಾರ್ಥಿಗಳು ಮೇ 26 ರಿಂದ ಜೂನ್ 02 ರವರೆಗೆ ನಡೆಯಲಿರುವ ಎಸ್‌ಎಸ್‌ಎಲ್‌ಸಿ ಪರೀಕ್ಷೆ-2 ಕ್ಕೆ ಹಾಜರಾಗಲು ನೋಂದಾಯಿಸಿಕೊಳ್ಳಬಹುದು. ಜಿಲ್ಲೆಯ 04 ತಾಲ್ಲೂಕುಗಳಲ್ಲಿ ಎಸ್‌ಎಸ್‌ಎಲ್‌ಸಿ ಪರೀಕ್ಷೆ-2 ನಡೆಯಲಿದೆ. ಪ್ರಥಮ ಭಾಗಿಗೆ ಪರೀಕ್ಷೆಗೆ ನೋಂದಣಿಯಾಗುವ ವಿದ್ಯಾರ್ಥಿಗಳಿಗೆ ಶುಲ್ಕ ಪಾವತಿಯಿಂದ ವಿನಾಯಿತಿ ಇದ್ದು ವಿದ್ಯಾರ್ಥಿಗಳು ಮೇ 10 ರೊಳಗಾಗಿ ನೋಂದಾಯಿಸಿಕೊಳ್ಳಬಹುದು ಎಂದು ಶಾಲಾ ಶಿಕ್ಷಣ ಇಲಾಖೆಯ ಉಪನಿರ್ದೇಶಕರಾದ ಬಿ.ಉಮಾದೇವಿ ಅವರು ಪ್ರಕಟಣೆಯಲ್ಲಿ ತಿಳಿಸಿದ್ದಾರೆ. [12,1471,505,1585]
advert-box [260,1617,480,1774]
paper-name: ESHANYA TIMES, [8,26,239,57]
magenta-mark [717,2411,734,2427]
grey-mark [101,2411,118,2427]
article-body-continued [746,412,1205,650]
headline: ಇಂದು ಕೊಪ್ಪಳ ನಗರದ ವಿವಿಧೆಡೆ ವಿದ್ಯುತ್ ವ್ಯತ್ಯಯ [1239,1048,1488,1106]
